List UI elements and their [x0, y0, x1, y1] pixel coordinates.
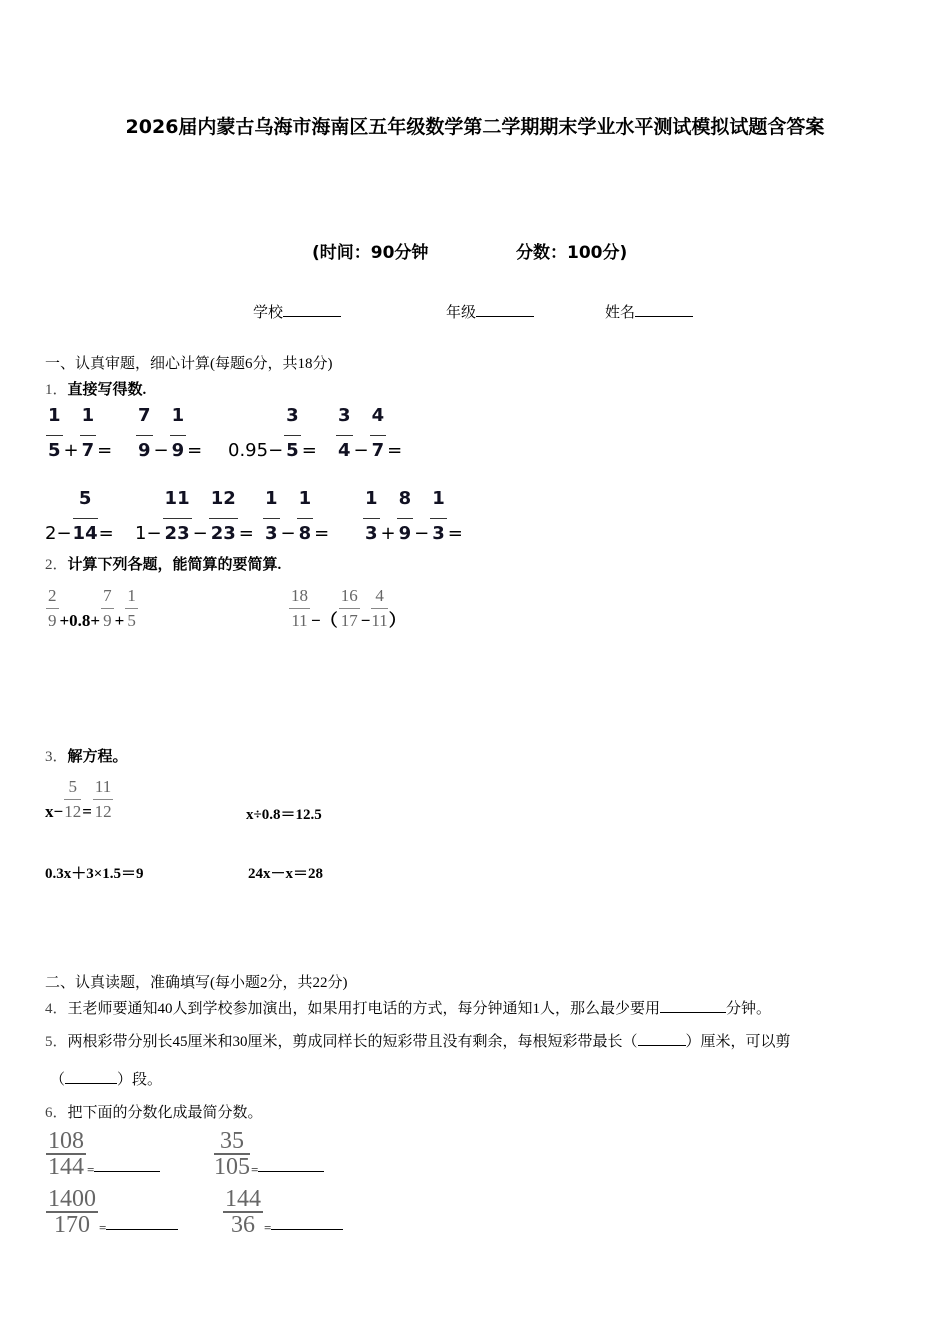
question-5-line-2 — [50, 1068, 162, 1089]
numerator: 1 — [298, 488, 312, 509]
operator-text: − — [280, 523, 296, 544]
document-title: 2026届内蒙古乌海市海南区五年级数学第二学期期末学业水平测试模拟试题含答案 — [125, 116, 825, 138]
fraction-bar — [209, 518, 238, 519]
q5-text: 两根彩带分别长45厘米和30厘米，剪成同样长的短彩带且没有剩余，每根短彩带最长（ — [67, 1034, 638, 1050]
q6-text: 把下面的分数化成最简分数。 — [67, 1105, 263, 1121]
fraction-bar — [125, 608, 138, 609]
numerator: 5 — [68, 777, 77, 796]
fraction — [209, 488, 238, 544]
fraction-bar — [46, 435, 63, 436]
q2-number: 2． — [45, 557, 68, 573]
section-1-heading: 一、认真审题，细心计算(每题6分，共18分) — [45, 356, 333, 372]
denominator: 23 — [164, 523, 190, 544]
denominator: 4 — [338, 440, 351, 461]
fraction-bar — [170, 435, 187, 436]
fraction-bar — [430, 518, 447, 519]
fraction-bar — [363, 518, 380, 519]
fraction — [363, 488, 380, 544]
operator-text: = — [314, 523, 330, 544]
operator-text: − — [353, 440, 369, 461]
operator-text: 1− — [135, 523, 162, 544]
operator-text: +0.8+ — [59, 611, 101, 630]
operator-text: + — [63, 440, 79, 461]
q6-number: 6． — [45, 1105, 68, 1121]
denominator: 12 — [94, 802, 112, 821]
q3-expression — [45, 777, 114, 822]
denominator: 9 — [48, 611, 57, 630]
fraction — [163, 488, 192, 544]
numerator: 7 — [103, 586, 112, 605]
fraction — [80, 405, 97, 461]
denominator: 3 — [432, 523, 445, 544]
q5-number: 5． — [45, 1034, 68, 1050]
fraction — [297, 488, 314, 544]
fraction-bar — [93, 799, 113, 800]
fraction-bar — [297, 518, 314, 519]
name-label: 姓名 — [605, 303, 636, 321]
operator-text: − — [414, 523, 430, 544]
fraction-bar — [336, 435, 353, 436]
numerator: 7 — [138, 405, 151, 426]
numerator: 1 — [127, 586, 136, 605]
question-6 — [45, 1101, 263, 1122]
denominator: 170 — [54, 1212, 90, 1238]
fraction-bar — [339, 608, 360, 609]
school-label: 学校 — [253, 303, 284, 321]
numerator: 144 — [225, 1186, 261, 1212]
fraction — [223, 1188, 263, 1236]
operator-text: + — [380, 523, 396, 544]
answer-blank[interactable] — [94, 1157, 160, 1172]
operator-text: −（ — [311, 611, 338, 630]
fraction-bar — [101, 608, 114, 609]
numerator: 3 — [338, 405, 351, 426]
equation-3: 0.3x＋3×1.5＝9 — [45, 866, 144, 882]
denominator: 23 — [210, 523, 236, 544]
q4-number: 4． — [45, 1001, 68, 1017]
numerator: 11 — [94, 777, 112, 796]
denominator: 9 — [171, 440, 185, 461]
fraction-bar — [397, 518, 414, 519]
question-4 — [45, 997, 771, 1018]
answer-blank[interactable] — [271, 1215, 343, 1230]
q5-answer-blank-2[interactable] — [65, 1069, 117, 1084]
fraction — [397, 488, 414, 544]
numerator: 108 — [48, 1128, 84, 1154]
q4-tail: 分钟。 — [726, 1001, 772, 1017]
denominator: 7 — [81, 440, 95, 461]
section-2-heading: 二、认真读题，准确填写(每小题2分，共22分) — [45, 975, 348, 991]
fraction — [430, 488, 447, 544]
operator-text: = — [98, 523, 114, 544]
operator-text: = — [238, 523, 254, 544]
operator-text: − — [153, 440, 169, 461]
fraction — [136, 405, 153, 461]
fraction-bar — [284, 435, 301, 436]
q6-expression — [222, 1188, 343, 1236]
equation-2: x÷0.8＝12.5 — [246, 807, 322, 823]
fraction — [64, 777, 81, 822]
numerator: 8 — [398, 488, 412, 509]
numerator: 3 — [286, 405, 299, 426]
grade-field[interactable] — [446, 301, 534, 322]
denominator: 9 — [103, 611, 112, 630]
q4-answer-blank[interactable] — [660, 998, 726, 1013]
q5-answer-blank-1[interactable] — [638, 1031, 686, 1046]
q2-text: 计算下列各题，能简算的要简算. — [67, 557, 282, 573]
operator-text: = — [447, 523, 463, 544]
numerator: 1 — [48, 405, 61, 426]
fraction-bar — [289, 608, 310, 609]
operator-text: 2− — [45, 523, 72, 544]
name-field[interactable] — [605, 301, 693, 322]
denominator: 105 — [214, 1154, 250, 1180]
fraction-bar — [263, 518, 280, 519]
operator-text: x− — [45, 802, 64, 821]
fraction — [46, 1130, 86, 1178]
denominator: 12 — [64, 802, 82, 821]
fraction — [336, 405, 353, 461]
fraction-bar — [371, 608, 387, 609]
operator-text: = — [251, 1162, 259, 1177]
operator-text: = — [97, 440, 113, 461]
denominator: 9 — [138, 440, 151, 461]
question-2 — [45, 553, 281, 574]
exam-time: (时间：90分钟 — [312, 243, 429, 263]
numerator: 4 — [371, 405, 385, 426]
fraction — [289, 586, 310, 631]
fraction — [46, 1188, 98, 1236]
operator-text: = — [82, 802, 92, 821]
fraction-bar — [163, 518, 192, 519]
denominator: 5 — [286, 440, 299, 461]
q2-expression — [288, 586, 406, 631]
fraction — [73, 488, 98, 544]
numerator: 1 — [265, 488, 278, 509]
fraction-bar — [64, 799, 81, 800]
numerator: 12 — [210, 488, 236, 509]
q1-text: 直接写得数. — [67, 382, 147, 398]
operator-text: = — [99, 1220, 107, 1235]
fraction — [371, 586, 387, 631]
fraction-bar — [73, 518, 98, 519]
fraction-bar — [136, 435, 153, 436]
denominator: 5 — [48, 440, 61, 461]
denominator: 5 — [127, 611, 136, 630]
q1-expression — [45, 405, 112, 461]
numerator: 4 — [375, 586, 384, 605]
numerator: 35 — [220, 1128, 244, 1154]
denominator: 17 — [340, 611, 358, 630]
q1-expression — [262, 488, 329, 544]
q1-number: 1． — [45, 382, 68, 398]
q3-number: 3． — [45, 749, 68, 765]
fraction — [263, 488, 280, 544]
operator-text: = — [187, 440, 203, 461]
q6-expression — [45, 1130, 160, 1178]
fraction — [46, 586, 59, 631]
denominator: 14 — [72, 523, 98, 544]
q1-expression — [362, 488, 463, 544]
numerator: 1 — [171, 405, 185, 426]
question-3 — [45, 745, 128, 766]
fraction — [284, 405, 301, 461]
denominator: 11 — [291, 611, 308, 630]
fraction — [46, 405, 63, 461]
fraction — [101, 586, 114, 631]
fraction-bar — [46, 608, 59, 609]
q6-expression — [213, 1130, 324, 1178]
q1-expression — [135, 488, 254, 544]
numerator: 1 — [81, 405, 95, 426]
operator-text: − — [360, 611, 371, 630]
grade-label: 年级 — [446, 303, 477, 321]
q4-text: 王老师要通知40人到学校参加演出，如果用打电话的方式，每分钟通知1人，那么最少要用 — [67, 1001, 661, 1017]
denominator: 3 — [265, 523, 278, 544]
denominator: 36 — [231, 1212, 255, 1238]
fraction — [170, 405, 187, 461]
q1-expression — [135, 405, 202, 461]
operator-text: + — [114, 611, 125, 630]
numerator: 1400 — [48, 1186, 96, 1212]
fraction — [370, 405, 387, 461]
q5-open-paren: （ — [50, 1072, 66, 1088]
denominator: 9 — [398, 523, 412, 544]
answer-blank[interactable] — [106, 1215, 178, 1230]
fraction — [93, 777, 113, 822]
q3-text: 解方程。 — [67, 749, 128, 765]
question-1 — [45, 378, 146, 399]
q5-tail: ）段。 — [117, 1072, 163, 1088]
equation-4: 24x－x＝28 — [248, 866, 324, 882]
question-5 — [45, 1030, 791, 1051]
operator-text: 0.95− — [228, 440, 284, 461]
fraction — [339, 586, 360, 631]
operator-text: = — [87, 1162, 95, 1177]
fraction-bar — [80, 435, 97, 436]
denominator: 3 — [365, 523, 378, 544]
numerator: 18 — [291, 586, 308, 605]
numerator: 1 — [365, 488, 378, 509]
school-field[interactable] — [253, 301, 341, 322]
operator-text: = — [301, 440, 317, 461]
operator-text: = — [264, 1220, 272, 1235]
q6-expression — [45, 1188, 178, 1236]
numerator: 5 — [78, 488, 92, 509]
fraction-bar — [370, 435, 387, 436]
denominator: 7 — [371, 440, 385, 461]
denominator: 144 — [48, 1154, 84, 1180]
q1-expression — [335, 405, 402, 461]
fraction — [125, 586, 138, 631]
numerator: 1 — [432, 488, 445, 509]
fraction — [214, 1130, 250, 1178]
numerator: 16 — [340, 586, 358, 605]
numerator: 2 — [48, 586, 57, 605]
exam-score: 分数：100分) — [516, 243, 628, 263]
q1-expression — [45, 488, 114, 544]
operator-text: ） — [388, 611, 406, 630]
numerator: 11 — [164, 488, 190, 509]
operator-text: − — [192, 523, 208, 544]
q2-expression — [45, 586, 139, 631]
answer-blank[interactable] — [258, 1157, 324, 1172]
denominator: 11 — [371, 611, 388, 630]
denominator: 8 — [298, 523, 312, 544]
q1-expression — [228, 405, 317, 461]
q5-mid: ）厘米，可以剪 — [685, 1034, 791, 1050]
operator-text: = — [387, 440, 403, 461]
